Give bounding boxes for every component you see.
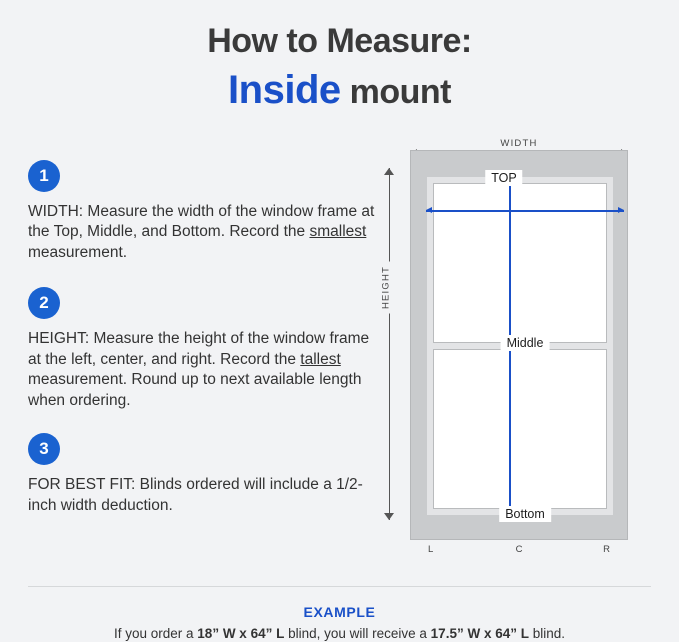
step-lead-3: FOR BEST FIT: [28,476,136,494]
width-measure-right-cap-icon [618,207,624,213]
width-measure-line [426,207,624,214]
title-line-2 [0,65,679,115]
width-dimension-label [410,138,628,149]
title-line-1: How to Measure: [207,22,472,60]
title-accent-word: Inside [228,68,341,113]
step-emphasis-2: tallest [300,350,341,368]
step-text-1 [28,202,378,263]
step-text-2 [28,329,378,411]
width-measure-left-cap-icon [426,207,432,213]
step-item-1 [28,160,378,263]
arrow-down-icon [384,513,394,520]
step-body-before-2: Measure the height of the window frame at the left, center, and right. Record the [28,330,370,368]
height-dimension-label: HEIGHT [379,262,394,314]
example-received-size: 17.5” W x 64” L [430,626,529,641]
step-body-after-2: measurement. Round up to next available length when ordering. [28,371,362,409]
example-title: EXAMPLE [303,604,376,620]
example-order-size: 18” W x 64” L [197,626,285,641]
example-section [0,604,679,641]
step-body-before-3: Blinds ordered will include a 1/2-inch width deduction. [28,476,363,514]
step-body-after-1: measurement. [28,243,128,261]
arrow-up-icon [384,168,394,175]
step-body-before-1: Measure the width of the window frame at the Top, Middle, and Bottom. Record the [28,203,375,241]
axis-letter-row [410,544,628,558]
width-measure-stroke [426,210,624,212]
page-title [0,22,679,115]
example-text-before: If you order a [114,626,198,641]
axis-label-center: C [515,544,523,555]
example-text-middle: blind, you will receive a [284,626,431,641]
width-dimension-text: WIDTH [492,138,545,149]
step-lead-2: HEIGHT: [28,330,90,348]
example-text-after: blind. [528,626,565,641]
height-dimension-arrow [382,168,398,520]
step-text-3 [28,475,378,516]
label-middle: Middle [501,335,550,351]
label-top: TOP [485,170,522,186]
step-emphasis-1: smallest [309,223,367,241]
example-text [0,626,679,641]
window-diagram [378,130,658,560]
step-badge-2: 2 [28,287,60,319]
height-arrow-line [389,168,390,520]
label-bottom: Bottom [499,506,551,522]
step-badge-1: 1 [28,160,60,192]
title-line-2-rest: mount [340,73,451,112]
step-item-3 [28,433,378,516]
axis-label-right: R [603,544,610,555]
window-pane-bottom [433,349,607,509]
axis-label-left: L [428,544,434,555]
step-badge-3: 3 [28,433,60,465]
step-lead-1: WIDTH: [28,203,84,220]
steps-list [28,160,378,534]
step-item-2 [28,287,378,411]
footer-divider [28,586,651,587]
